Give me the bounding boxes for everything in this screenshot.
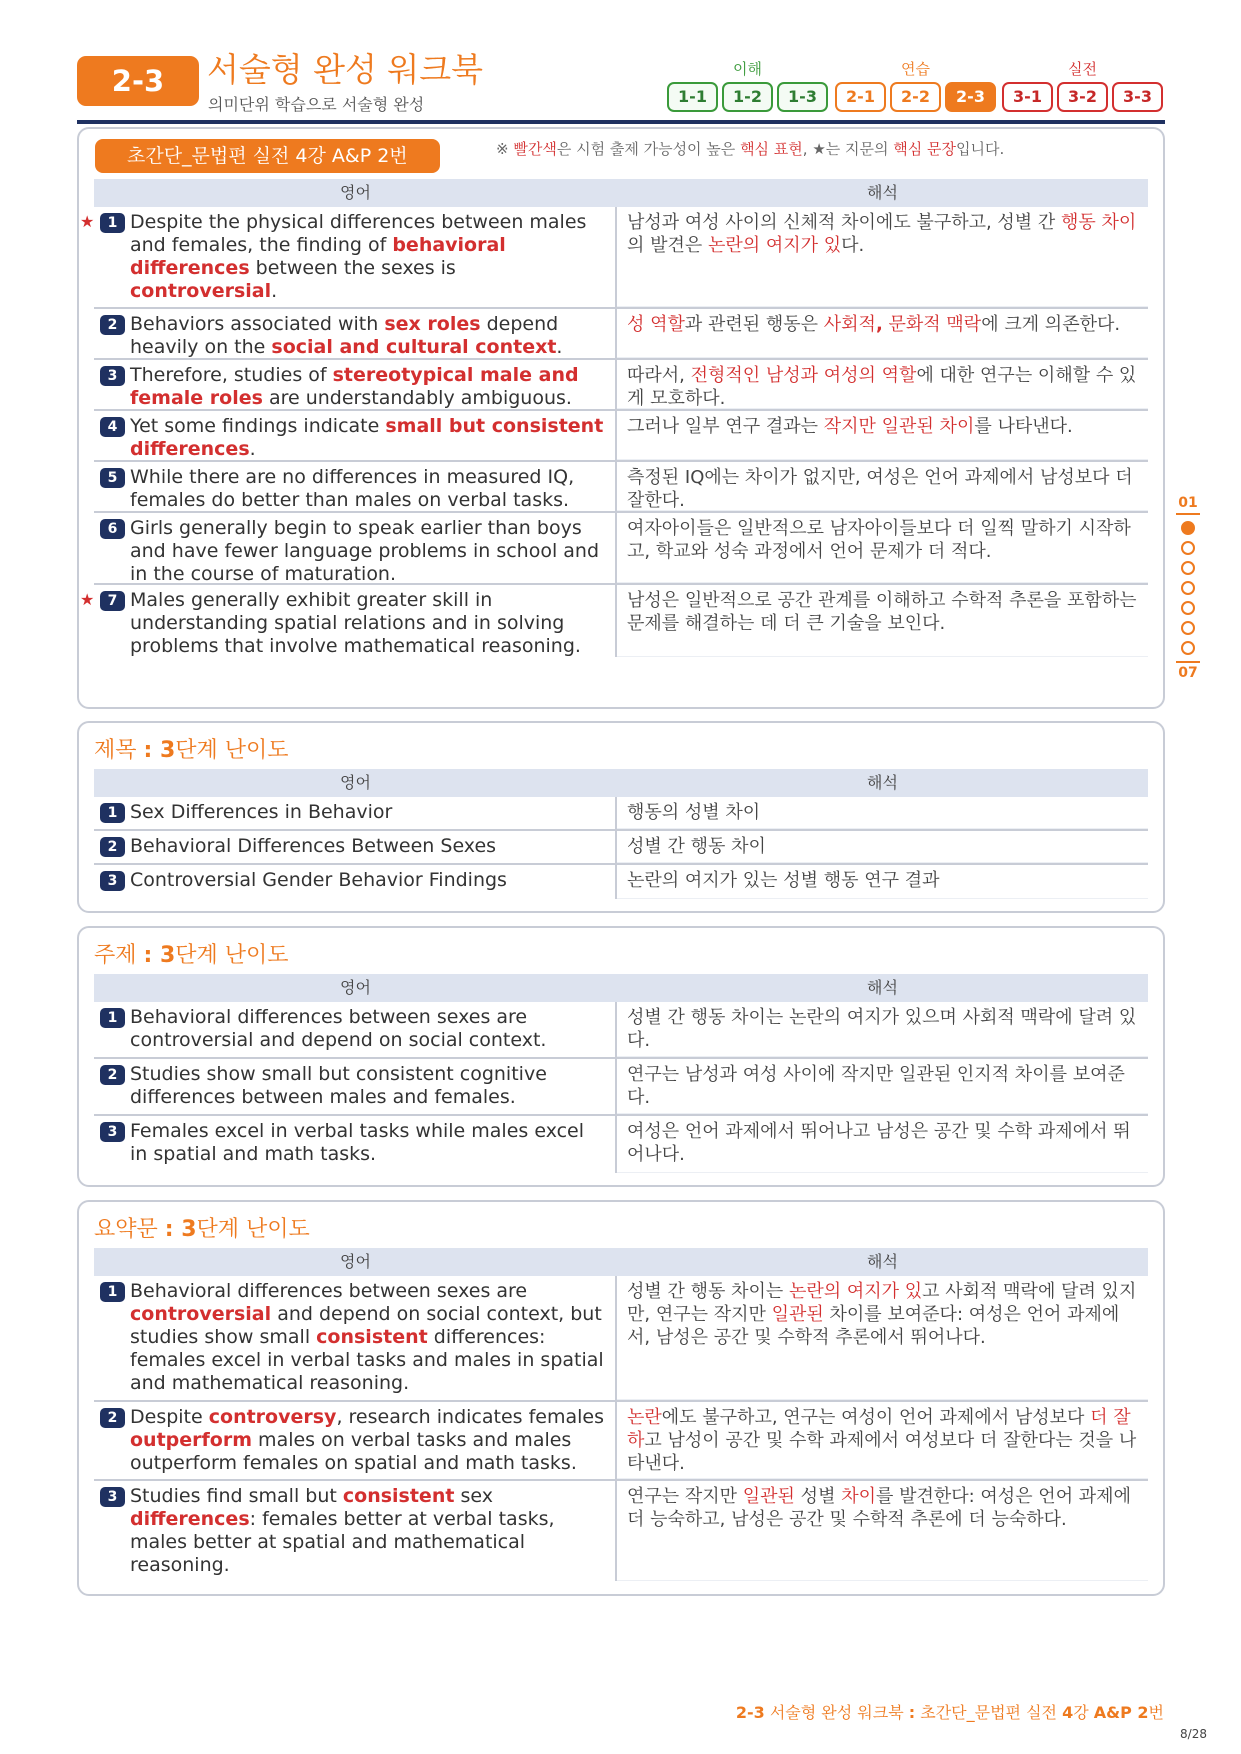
table-header <box>94 769 1148 797</box>
step-group-label: 연습 <box>901 60 930 78</box>
korean-translation: 그러나 일부 연구 결과는 작지만 일관된 차이를 나타낸다. <box>617 411 1148 460</box>
row-number: 3 <box>100 871 125 891</box>
sentence-progress-nav <box>1173 495 1203 681</box>
row-text: Behavioral Differences Between Sexes <box>130 835 497 857</box>
english-sentence: 2 Behaviors associated with sex roles depend heavily on the social and cultural context. <box>94 309 617 358</box>
footer-item: A&P 2 <box>1093 1703 1149 1722</box>
step-button-3-1[interactable]: 3-1 <box>1002 82 1053 112</box>
english-sentence: ★ 1 Despite the physical differences between males and females, the finding of behavioral differences between the sexes is controversial. <box>94 207 617 307</box>
english-sentence <box>80 585 617 657</box>
row-number: 1 <box>100 803 125 823</box>
step-button-3-3[interactable]: 3-3 <box>1112 82 1163 112</box>
step-button-2-1[interactable]: 2-1 <box>835 82 886 112</box>
english-theme <box>94 1116 617 1173</box>
table-row <box>94 1276 1148 1402</box>
korean-title: 논란의 여지가 있는 성별 행동 연구 결과 <box>617 865 1148 899</box>
column-korean: 해석 <box>867 978 898 997</box>
footer-text: 번 <box>1148 1703 1164 1722</box>
korean-title: 성별 간 행동 차이 <box>617 831 1148 863</box>
key-sentence-star-icon: ★ <box>80 212 95 231</box>
column-korean: 해석 <box>867 1252 898 1271</box>
column-english: 영어 <box>340 773 371 792</box>
column-english: 영어 <box>340 183 371 202</box>
note-text: , ★는 지문의 <box>802 140 894 158</box>
row-text: Controversial Gender Behavior Findings <box>130 869 507 891</box>
nav-dot-6[interactable] <box>1181 621 1195 635</box>
english-sentence <box>94 513 617 583</box>
difficulty-level: : 3 <box>143 738 176 763</box>
nav-dot-2[interactable] <box>1181 541 1195 555</box>
table-header <box>94 974 1148 1002</box>
workbook-title: 서술형 완성 워크북 <box>207 50 484 89</box>
theme-panel <box>77 926 1165 1187</box>
english-sentence: 4 Yet some findings indicate small but consistent differences. <box>94 411 617 460</box>
header-divider <box>77 120 1165 124</box>
nav-dot-3[interactable] <box>1181 561 1195 575</box>
step-button-1-3[interactable]: 1-3 <box>777 82 828 112</box>
english-theme <box>94 1002 617 1057</box>
footer-text: 강 <box>1073 1703 1094 1722</box>
table-row <box>94 831 1148 865</box>
table-row <box>94 1481 1148 1581</box>
lesson-header <box>95 139 440 173</box>
table-row <box>80 207 1148 309</box>
table-row <box>94 360 1148 411</box>
table-header <box>94 179 1148 207</box>
sentence-number: 1 <box>100 213 125 233</box>
note-key-sentence: 핵심 문장 <box>893 140 957 158</box>
sentence-number: 2 <box>100 315 125 335</box>
sentence-table <box>80 179 1148 657</box>
column-english: 영어 <box>340 978 371 997</box>
legend-note <box>496 138 1004 159</box>
english-sentence: 3 Therefore, studies of stereotypical male and female roles are understandably ambiguous. <box>94 360 617 409</box>
row-number: 2 <box>100 1065 125 1085</box>
table-header <box>94 1248 1148 1276</box>
korean-translation: 따라서, 전형적인 남성과 여성의 역할에 대한 연구는 이해할 수 있게 모호하다. <box>617 360 1148 409</box>
nav-dot-5[interactable] <box>1181 601 1195 615</box>
step-group-label: 이해 <box>733 60 762 78</box>
table-row <box>94 513 1148 585</box>
step-button-1-1[interactable]: 1-1 <box>667 82 718 112</box>
korean-summary: 연구는 작지만 일관된 성별 차이를 발견한다: 여성은 언어 과제에 더 능숙하고, 남성은 공간 및 수학적 추론에 더 능숙하다. <box>617 1481 1148 1581</box>
english-title <box>94 865 617 899</box>
page-header <box>77 50 1165 124</box>
note-text: ※ <box>496 140 514 158</box>
row-number: 2 <box>100 837 125 857</box>
difficulty-text: 단계 난이도 <box>175 738 289 763</box>
row-number: 1 <box>100 1008 125 1028</box>
sentence-text: Males generally exhibit greater skill in understanding spatial relations and in solving problems that involve mathematical reasoning. <box>130 589 581 657</box>
korean-theme: 여성은 언어 과제에서 뛰어나고 남성은 공간 및 수학 과제에서 뛰어나다. <box>617 1116 1148 1173</box>
footer-text: 서술형 완성 워크북 <box>764 1703 909 1722</box>
page-number: 8/28 <box>1180 1727 1207 1741</box>
table-row <box>94 462 1148 513</box>
korean-summary: 성별 간 행동 차이는 논란의 여지가 있고 사회적 맥락에 달려 있지만, 연구는 작지만 일관된 차이를 보여준다: 여성은 언어 과제에서, 남성은 공간 및 수학적 추론에서 뛰어나다. <box>617 1276 1148 1400</box>
footer-lesson-number: 4 <box>1062 1703 1074 1722</box>
korean-translation: 성 역할과 관련된 행동은 사회적, 문화적 맥락에 크게 의존한다. <box>617 309 1148 358</box>
korean-translation: 여자아이들은 일반적으로 남자아이들보다 더 일찍 말하기 시작하고, 학교와 성숙 과정에서 언어 문제가 더 적다. <box>617 513 1148 583</box>
step-button-2-3[interactable]: 2-3 <box>945 82 996 112</box>
footer-code: 2-3 <box>735 1703 765 1722</box>
korean-title: 행동의 성별 차이 <box>617 797 1148 829</box>
row-number: 1 <box>100 1282 125 1302</box>
step-button-1-2[interactable]: 1-2 <box>722 82 773 112</box>
summary-panel <box>77 1200 1165 1596</box>
column-korean: 해석 <box>867 183 898 202</box>
row-text: Studies show small but consistent cognitive differences between males and females. <box>130 1063 547 1108</box>
difficulty-level: : 3 <box>143 943 176 968</box>
korean-theme: 성별 간 행동 차이는 논란의 여지가 있으며 사회적 맥락에 달려 있다. <box>617 1002 1148 1057</box>
table-row <box>80 585 1148 657</box>
page-footer <box>736 1700 1164 1723</box>
row-text: Females excel in verbal tasks while males excel in spatial and math tasks. <box>130 1120 585 1165</box>
section-label: 요약문 <box>94 1217 165 1242</box>
section-title <box>94 1212 310 1243</box>
nav-dot-7[interactable] <box>1181 641 1195 655</box>
column-korean: 해석 <box>867 773 898 792</box>
difficulty-level: : 3 <box>164 1217 197 1242</box>
chapter-code-badge: 2-3 <box>77 56 199 106</box>
difficulty-text: 단계 난이도 <box>175 943 289 968</box>
nav-start-number: 01 <box>1178 495 1198 511</box>
nav-end-number: 07 <box>1178 665 1198 681</box>
sentence-number: 3 <box>100 366 125 386</box>
english-sentence <box>94 462 617 511</box>
table-row <box>94 309 1148 360</box>
table-row <box>94 1402 1148 1481</box>
step-group-label: 실전 <box>1068 60 1097 78</box>
sentence-text: While there are no differences in measured IQ, females do better than males on verbal tasks. <box>130 466 575 511</box>
lesson-badge: 초간단_문법편 실전 4강 A&P 2번 <box>95 139 440 173</box>
sentence-number: 4 <box>100 417 125 437</box>
english-theme <box>94 1059 617 1114</box>
row-text: Behavioral differences between sexes are controversial and depend on social context. <box>130 1006 547 1051</box>
note-text: 은 시험 출제 가능성이 높은 <box>556 140 741 158</box>
korean-translation: 남성은 일반적으로 공간 관계를 이해하고 수학적 추론을 포함하는 문제를 해결하는 데 더 큰 기술을 보인다. <box>617 585 1148 657</box>
sentence-number: 7 <box>100 591 125 611</box>
table-row <box>94 797 1148 831</box>
nav-divider <box>1176 661 1200 663</box>
note-text: 입니다. <box>956 140 1005 158</box>
footer-text: 초간단_문법편 실전 <box>915 1703 1063 1722</box>
table-row <box>94 411 1148 462</box>
step-button-2-2[interactable]: 2-2 <box>890 82 941 112</box>
korean-theme: 연구는 남성과 여성 사이에 작지만 일관된 인지적 차이를 보여준다. <box>617 1059 1148 1114</box>
row-number: 2 <box>100 1408 125 1428</box>
nav-dot-4[interactable] <box>1181 581 1195 595</box>
row-text: Sex Differences in Behavior <box>130 801 393 823</box>
english-summary: 1 Behavioral differences between sexes are controversial and depend on social context, but studies show small consistent differences: females excel in verbal tasks and males in spatial and mathematical reasoning. <box>94 1276 617 1400</box>
korean-translation: 남성과 여성 사이의 신체적 차이에도 불구하고, 성별 간 행동 차이의 발견은 논란의 여지가 있다. <box>617 207 1148 307</box>
korean-translation: 측정된 IQ에는 차이가 없지만, 여성은 언어 과제에서 남성보다 더 잘한다. <box>617 462 1148 511</box>
sentence-text: Girls generally begin to speak earlier than boys and have fewer language problems in school and in the course of maturation. <box>130 517 600 585</box>
section-label: 제목 <box>94 738 144 763</box>
row-number: 3 <box>100 1122 125 1142</box>
table-row <box>94 865 1148 899</box>
english-summary: 2 Despite controversy, research indicates females outperform males on verbal tasks and males outperform females on spatial and math tasks. <box>94 1402 617 1479</box>
table-row <box>94 1002 1148 1059</box>
summary-table <box>94 1248 1148 1581</box>
section-title <box>94 938 289 969</box>
workbook-subtitle: 의미단위 학습으로 서술형 완성 <box>208 95 425 114</box>
footer-colon: : <box>908 1703 916 1722</box>
korean-summary: 논란에도 불구하고, 연구는 여성이 언어 과제에서 남성보다 더 잘하고 남성이 공간 및 수학 과제에서 여성보다 더 잘한다는 것을 나타낸다. <box>617 1402 1148 1479</box>
step-navigation <box>665 58 1165 118</box>
english-summary: 3 Studies find small but consistent sex differences: females better at verbal tasks, males better at spatial and mathematical reasoning. <box>94 1481 617 1581</box>
theme-table <box>94 974 1148 1173</box>
title-panel <box>77 721 1165 913</box>
key-sentence-star-icon: ★ <box>80 590 95 609</box>
section-label: 주제 <box>94 943 144 968</box>
sentence-number: 6 <box>100 519 125 539</box>
table-row <box>94 1116 1148 1173</box>
nav-divider <box>1176 513 1200 515</box>
note-key-expression: 핵심 표현 <box>740 140 803 158</box>
section-title <box>94 733 289 764</box>
sentence-number: 5 <box>100 468 125 488</box>
note-red-word: 빨간색 <box>513 140 557 158</box>
difficulty-text: 단계 난이도 <box>196 1217 310 1242</box>
column-english: 영어 <box>340 1252 371 1271</box>
table-row <box>94 1059 1148 1116</box>
step-button-3-2[interactable]: 3-2 <box>1057 82 1108 112</box>
english-title <box>94 831 617 863</box>
row-number: 3 <box>100 1487 125 1507</box>
sentence-panel <box>77 127 1165 709</box>
title-table <box>94 769 1148 899</box>
nav-dot-1[interactable] <box>1181 521 1195 535</box>
english-title <box>94 797 617 829</box>
